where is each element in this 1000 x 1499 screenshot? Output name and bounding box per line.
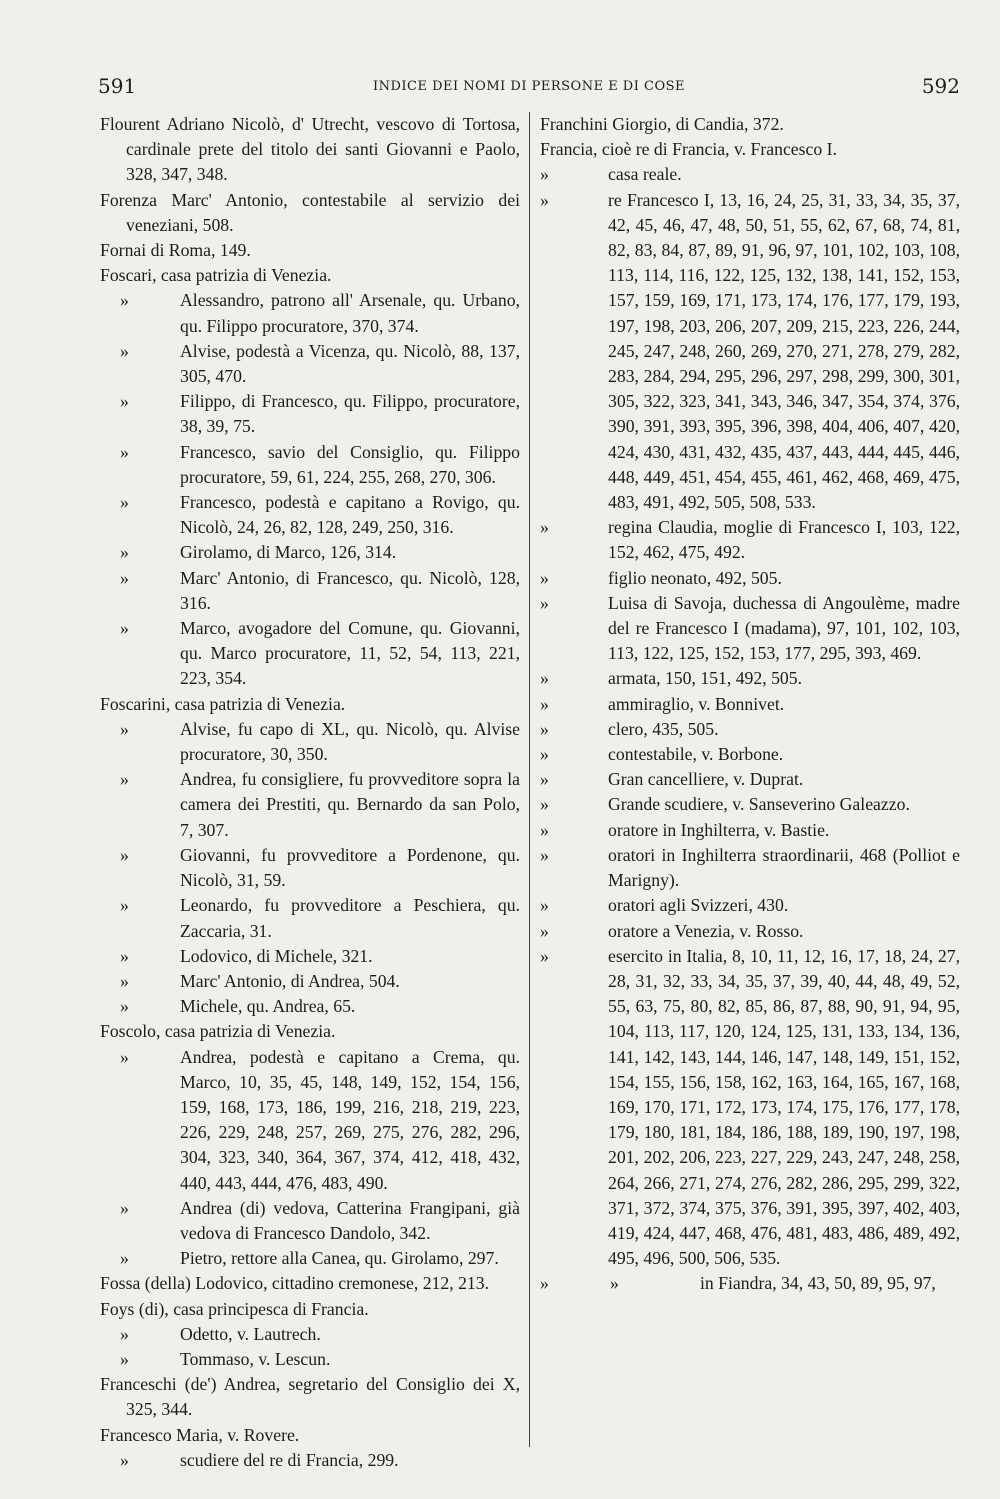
- index-subentry: [100, 566, 520, 616]
- entry-text: clero, 435, 505.: [608, 718, 719, 739]
- index-subentry: [540, 944, 960, 1272]
- entry-text: Francia, cioè re di Francia, v. Francesco I.: [540, 139, 837, 160]
- entry-text: Andrea (di) vedova, Catterina Frangipani, già vedova di Francesco Dandolo, 342.: [180, 1197, 520, 1243]
- ditto-mark: »: [540, 844, 549, 865]
- ditto-mark: »: [120, 618, 129, 639]
- ditto-mark: »: [540, 693, 549, 714]
- index-subentry: [540, 919, 960, 944]
- index-subentry: [100, 1196, 520, 1246]
- entry-text: scudiere del re di Francia, 299.: [180, 1449, 399, 1470]
- index-column-right: [540, 112, 960, 1472]
- index-column-left: [100, 112, 520, 1472]
- ditto-mark: »: [540, 718, 549, 739]
- index-subentry: [100, 969, 520, 994]
- index-subentry: [540, 566, 960, 591]
- ditto-mark: »: [120, 1348, 129, 1369]
- entry-text: Michele, qu. Andrea, 65.: [180, 996, 356, 1017]
- index-entry: [540, 112, 960, 137]
- ditto-mark: »: [120, 718, 129, 739]
- ditto-mark: »: [540, 819, 549, 840]
- index-subentry: [100, 767, 520, 843]
- ditto-mark: »: [540, 1273, 549, 1294]
- index-subentry: [540, 767, 960, 792]
- ditto-mark: »: [540, 794, 549, 815]
- ditto-mark: »: [540, 164, 549, 185]
- index-entry: [100, 1297, 520, 1322]
- index-subentry: [540, 818, 960, 843]
- index-subentry: [100, 994, 520, 1019]
- index-subentry: [540, 666, 960, 691]
- index-entry: [100, 112, 520, 188]
- index-subentry: [100, 893, 520, 943]
- left-page-number: 591: [98, 74, 137, 98]
- index-entry: [100, 188, 520, 238]
- page-header: [98, 70, 960, 100]
- index-subentry: [540, 188, 960, 516]
- entry-text: Flourent Adriano Nicolò, d' Utrecht, vescovo di Tortosa, cardinale prete del titolo dei santi Giovanni e Paolo, 328, 347, 348.: [100, 114, 520, 185]
- entry-text: re Francesco I, 13, 16, 24, 25, 31, 33, 34, 35, 37, 42, 45, 46, 47, 48, 50, 51, 55, 62, 67, 68, 74, 81, 82, 83, 84, 87, 89, 91, 96, 97, 101, 102, 103, 108, 113, 114, 116, 122, 125, 132, 138, 141, 152, 153, 157, 159, 169, 171, 173, 174, 176, 177, 179, 193, 197, 198, 203, 206, 207, 209, 215, 223, 226, 244, 245, 247, 248, 260, 269, 270, 271, 278, 279, 282, 283, 284, 294, 295, 296, 297, 298, 299, 300, 301, 305, 322, 323, 341, 343, 346, 347, 354, 374, 376, 390, 391, 393, 395, 396, 398, 404, 406, 407, 420, 424, 430, 431, 432, 435, 437, 443, 444, 445, 446, 448, 449, 451, 454, 455, 461, 462, 468, 469, 475, 483, 491, 492, 505, 508, 533.: [608, 189, 960, 513]
- index-subentry: [540, 515, 960, 565]
- index-subentry: [100, 843, 520, 893]
- ditto-mark: »: [120, 391, 129, 412]
- ditto-mark: »: [540, 189, 549, 210]
- right-page-number: 592: [921, 74, 960, 98]
- index-subentry: [100, 540, 520, 565]
- ditto-mark: »: [540, 592, 549, 613]
- ditto-mark: »: [120, 290, 129, 311]
- ditto-mark: »: [120, 895, 129, 916]
- index-subentry: [540, 162, 960, 187]
- ditto-mark: »: [120, 769, 129, 790]
- entry-text: in Fiandra, 34, 43, 50, 89, 95, 97,: [700, 1273, 936, 1294]
- index-subentry: [100, 1246, 520, 1271]
- entry-text: Giovanni, fu provveditore a Pordenone, qu. Nicolò, 31, 59.: [180, 844, 520, 891]
- ditto-mark: »: [120, 567, 129, 588]
- index-entry: [540, 137, 960, 162]
- running-title: INDICE DEI NOMI DI PERSONE E DI COSE: [372, 79, 686, 94]
- entry-text: Girolamo, di Marco, 126, 314.: [180, 542, 397, 563]
- entry-text: Marco, avogadore del Comune, qu. Giovanni, qu. Marco procuratore, 11, 52, 54, 113, 221, 223, 354.: [180, 618, 520, 689]
- entry-text: Lodovico, di Michele, 321.: [180, 945, 373, 966]
- index-subentry: [100, 1322, 520, 1347]
- ditto-mark: »: [540, 744, 549, 765]
- index-subentry: [100, 717, 520, 767]
- index-subentry: [100, 944, 520, 969]
- ditto-mark: »: [120, 945, 129, 966]
- entry-text: Franchini Giorgio, di Candia, 372.: [540, 114, 784, 134]
- ditto-mark: »: [120, 1449, 129, 1470]
- ditto-mark: »: [120, 492, 129, 513]
- entry-text: Marc' Antonio, di Francesco, qu. Nicolò, 128, 316.: [180, 567, 520, 613]
- index-subentry: [540, 591, 960, 667]
- entry-text: esercito in Italia, 8, 10, 11, 12, 16, 17, 18, 24, 27, 28, 31, 32, 33, 34, 35, 37, 39, 40, 44, 48, 49, 52, 55, 63, 75, 80, 82, 85, 86, 87, 88, 90, 91, 94, 95, 104, 113, 117, 120, 124, 125, 131, 133, 134, 136, 141, 142, 143, 144, 146, 147, 148, 149, 151, 152, 154, 155, 156, 158, 162, 163, 164, 165, 167, 168, 169, 170, 171, 172, 173, 174, 175, 176, 177, 178, 179, 180, 181, 184, 186, 188, 189, 190, 197, 198, 201, 202, 206, 223, 227, 229, 243, 247, 248, 258, 264, 266, 271, 274, 276, 282, 286, 295, 299, 322, 371, 372, 374, 375, 376, 391, 395, 397, 402, 403, 419, 424, 447, 468, 476, 481, 483, 486, 489, 492, 495, 496, 500, 506, 535.: [608, 945, 960, 1269]
- entry-text: oratori agli Svizzeri, 430.: [608, 895, 789, 916]
- entry-text: Foscari, casa patrizia di Venezia.: [100, 265, 332, 286]
- ditto-mark: »: [120, 844, 129, 865]
- entry-text: Andrea, fu consigliere, fu provveditore sopra la camera dei Prestiti, qu. Bernardo da san Polo, 7, 307.: [180, 769, 520, 840]
- index-subentry: [100, 490, 520, 540]
- entry-text: Luisa di Savoja, duchessa di Angoulème, madre del re Francesco I (madama), 97, 101, 102, 103, 113, 122, 125, 152, 153, 177, 295, 393, 469.: [608, 592, 960, 664]
- ditto-mark: »: [540, 567, 549, 588]
- ditto-mark: »: [540, 920, 549, 941]
- ditto-mark: »: [120, 970, 129, 991]
- ditto-mark: »: [540, 945, 549, 966]
- entry-text: Marc' Antonio, di Andrea, 504.: [180, 970, 400, 991]
- ditto-mark: »: [540, 668, 549, 689]
- index-entry: [100, 692, 520, 717]
- entry-text: Andrea, podestà e capitano a Crema, qu. Marco, 10, 35, 45, 148, 149, 152, 154, 156, 159, 168, 173, 186, 199, 216, 218, 219, 223, 226, 229, 248, 257, 269, 275, 276, 282, 296, 304, 323, 340, 364, 367, 374, 412, 418, 432, 440, 443, 444, 476, 483, 490.: [180, 1046, 520, 1193]
- index-subentry: [540, 893, 960, 918]
- entry-text: oratore in Inghilterra, v. Bastie.: [608, 819, 830, 840]
- ditto-mark: »: [120, 996, 129, 1017]
- index-subentry: [100, 440, 520, 490]
- ditto-mark: »: [120, 1323, 129, 1344]
- entry-text: figlio neonato, 492, 505.: [608, 567, 782, 588]
- entry-text: casa reale.: [608, 164, 682, 185]
- entry-text: Fossa (della) Lodovico, cittadino cremonese, 212, 213.: [100, 1273, 490, 1294]
- ditto-mark: »: [120, 542, 129, 563]
- entry-text: Odetto, v. Lautrech.: [180, 1323, 321, 1344]
- entry-text: Foscarini, casa patrizia di Venezia.: [100, 693, 346, 714]
- ditto-mark: »: [540, 895, 549, 916]
- column-divider: [529, 112, 530, 1447]
- index-subentry: [100, 339, 520, 389]
- index-subentry: [540, 792, 960, 817]
- ditto-mark: »: [120, 1046, 129, 1067]
- ditto-mark: »: [540, 769, 549, 790]
- entry-text: ammiraglio, v. Bonnivet.: [608, 693, 785, 714]
- ditto-mark: »: [120, 340, 129, 361]
- entry-text: Francesco, podestà e capitano a Rovigo, qu. Nicolò, 24, 26, 82, 128, 249, 250, 316.: [180, 492, 520, 538]
- entry-text: oratore a Venezia, v. Rosso.: [608, 920, 804, 941]
- entry-text: Forenza Marc' Antonio, contestabile al servizio dei veneziani, 508.: [100, 189, 520, 235]
- index-subentry: [100, 1045, 520, 1196]
- entry-text: Gran cancelliere, v. Duprat.: [608, 769, 804, 790]
- index-subentry: [540, 1271, 960, 1296]
- ditto-mark: »: [120, 441, 129, 462]
- entry-text: Leonardo, fu provveditore a Peschiera, qu. Zaccaria, 31.: [180, 895, 520, 941]
- index-subentry: [100, 616, 520, 692]
- index-entry: [100, 1423, 520, 1448]
- entry-text: Francesco Maria, v. Rovere.: [100, 1424, 300, 1445]
- entry-text: Franceschi (de') Andrea, segretario del Consiglio dei X, 325, 344.: [100, 1374, 520, 1420]
- index-subentry: [540, 717, 960, 742]
- index-subentry: [100, 1448, 520, 1472]
- index-entry: [100, 238, 520, 263]
- entry-text: Fornai di Roma, 149.: [100, 240, 251, 261]
- ditto-mark: »: [120, 1197, 129, 1218]
- entry-text: armata, 150, 151, 492, 505.: [608, 668, 803, 689]
- entry-text: contestabile, v. Borbone.: [608, 744, 784, 765]
- entry-text: Alvise, podestà a Vicenza, qu. Nicolò, 88, 137, 305, 470.: [180, 340, 520, 387]
- entry-text: regina Claudia, moglie di Francesco I, 103, 122, 152, 462, 475, 492.: [608, 517, 960, 563]
- entry-text: Pietro, rettore alla Canea, qu. Girolamo, 297.: [180, 1248, 499, 1269]
- entry-text: Foys (di), casa principesca di Francia.: [100, 1298, 369, 1319]
- index-entry: [100, 1019, 520, 1044]
- index-subentry: [540, 843, 960, 893]
- index-subentry: [100, 288, 520, 338]
- ditto-mark: »: [610, 1273, 619, 1294]
- entry-text: Foscolo, casa patrizia di Venezia.: [100, 1021, 336, 1042]
- entry-text: oratori in Inghilterra straordinarii, 468 (Polliot e Marigny).: [608, 844, 960, 891]
- index-entry: [100, 1372, 520, 1422]
- entry-text: Tommaso, v. Lescun.: [180, 1348, 331, 1369]
- entry-text: Francesco, savio del Consiglio, qu. Filippo procuratore, 59, 61, 224, 255, 268, 270, 306.: [180, 441, 520, 487]
- index-entry: [100, 263, 520, 288]
- entry-text: Alessandro, patrono all' Arsenale, qu. Urbano, qu. Filippo procuratore, 370, 374.: [180, 290, 520, 336]
- index-subentry: [540, 742, 960, 767]
- index-entry: [100, 1271, 520, 1296]
- ditto-mark: »: [540, 517, 549, 538]
- entry-text: Filippo, di Francesco, qu. Filippo, procuratore, 38, 39, 75.: [180, 391, 520, 437]
- index-subentry: [100, 389, 520, 439]
- entry-text: Alvise, fu capo di XL, qu. Nicolò, qu. Alvise procuratore, 30, 350.: [180, 718, 520, 765]
- entry-text: Grande scudiere, v. Sanseverino Galeazzo.: [608, 794, 910, 815]
- index-subentry: [540, 692, 960, 717]
- index-subentry: [100, 1347, 520, 1372]
- ditto-mark: »: [120, 1248, 129, 1269]
